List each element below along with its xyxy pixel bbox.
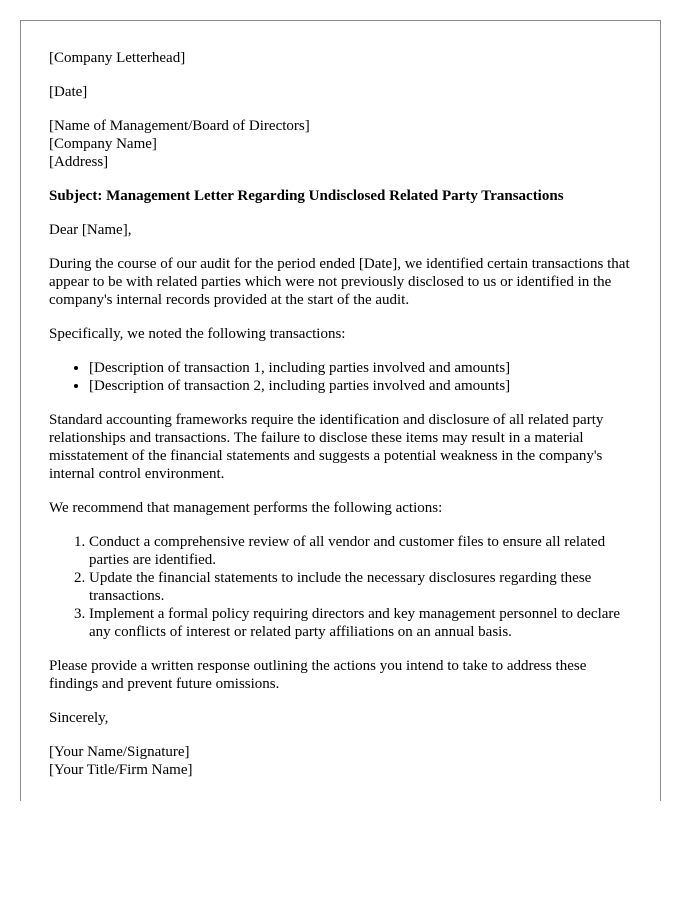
list-item: 2. Update the financial statements to include the necessary disclosures regarding these transactions. [89,569,632,605]
letter-date: [Date] [49,84,88,100]
recipient-name: [Name of Management/Board of Directors] [49,118,310,134]
salutation: Dear [Name], [49,222,132,238]
list-item: • [Description of transaction 2, including parties involved and amounts] [89,377,632,395]
signature-name: [Your Name/Signature] [49,744,190,760]
recipient-company: [Company Name] [49,136,157,152]
signature-title: [Your Title/Firm Name] [49,762,193,778]
intro-paragraph: During the course of our audit for the period ended [Date], we identified certain transactions that appear to be with related parties which were not previously disclosed to us or identified in the company's internal records provided at the start of the audit. [49,256,630,308]
transactions-intro: Specifically, we noted the following transactions: [49,326,346,342]
recipient-address: [Address] [49,154,109,170]
closing: Sincerely, [49,710,109,726]
company-letterhead: [Company Letterhead] [49,50,186,66]
subject-line: Subject: Management Letter Regarding Undisclosed Related Party Transactions [49,188,564,204]
list-item: • [Description of transaction 1, including parties involved and amounts] [89,359,632,377]
recommendation-intro: We recommend that management performs the following actions: [49,500,443,516]
list-item: 3. Implement a formal policy requiring directors and key management personnel to declare any conflicts of interest or related party affiliations on an annual basis. [89,605,632,641]
signature-block [49,743,632,779]
disclosure-paragraph: Standard accounting frameworks require the identification and disclosure of all related party relationships and transactions. The failure to disclose these items may result in a material misstatement of the financial statements and suggests a potential weakness in the company's internal control environment. [49,412,604,482]
transactions-list [49,359,632,395]
recipient-block [49,117,632,171]
letter-page [20,20,661,801]
actions-list [49,533,632,641]
list-item: 1. Conduct a comprehensive review of all vendor and customer files to ensure all related parties are identified. [89,533,632,569]
response-request: Please provide a written response outlining the actions you intend to take to address these findings and prevent future omissions. [49,658,587,692]
